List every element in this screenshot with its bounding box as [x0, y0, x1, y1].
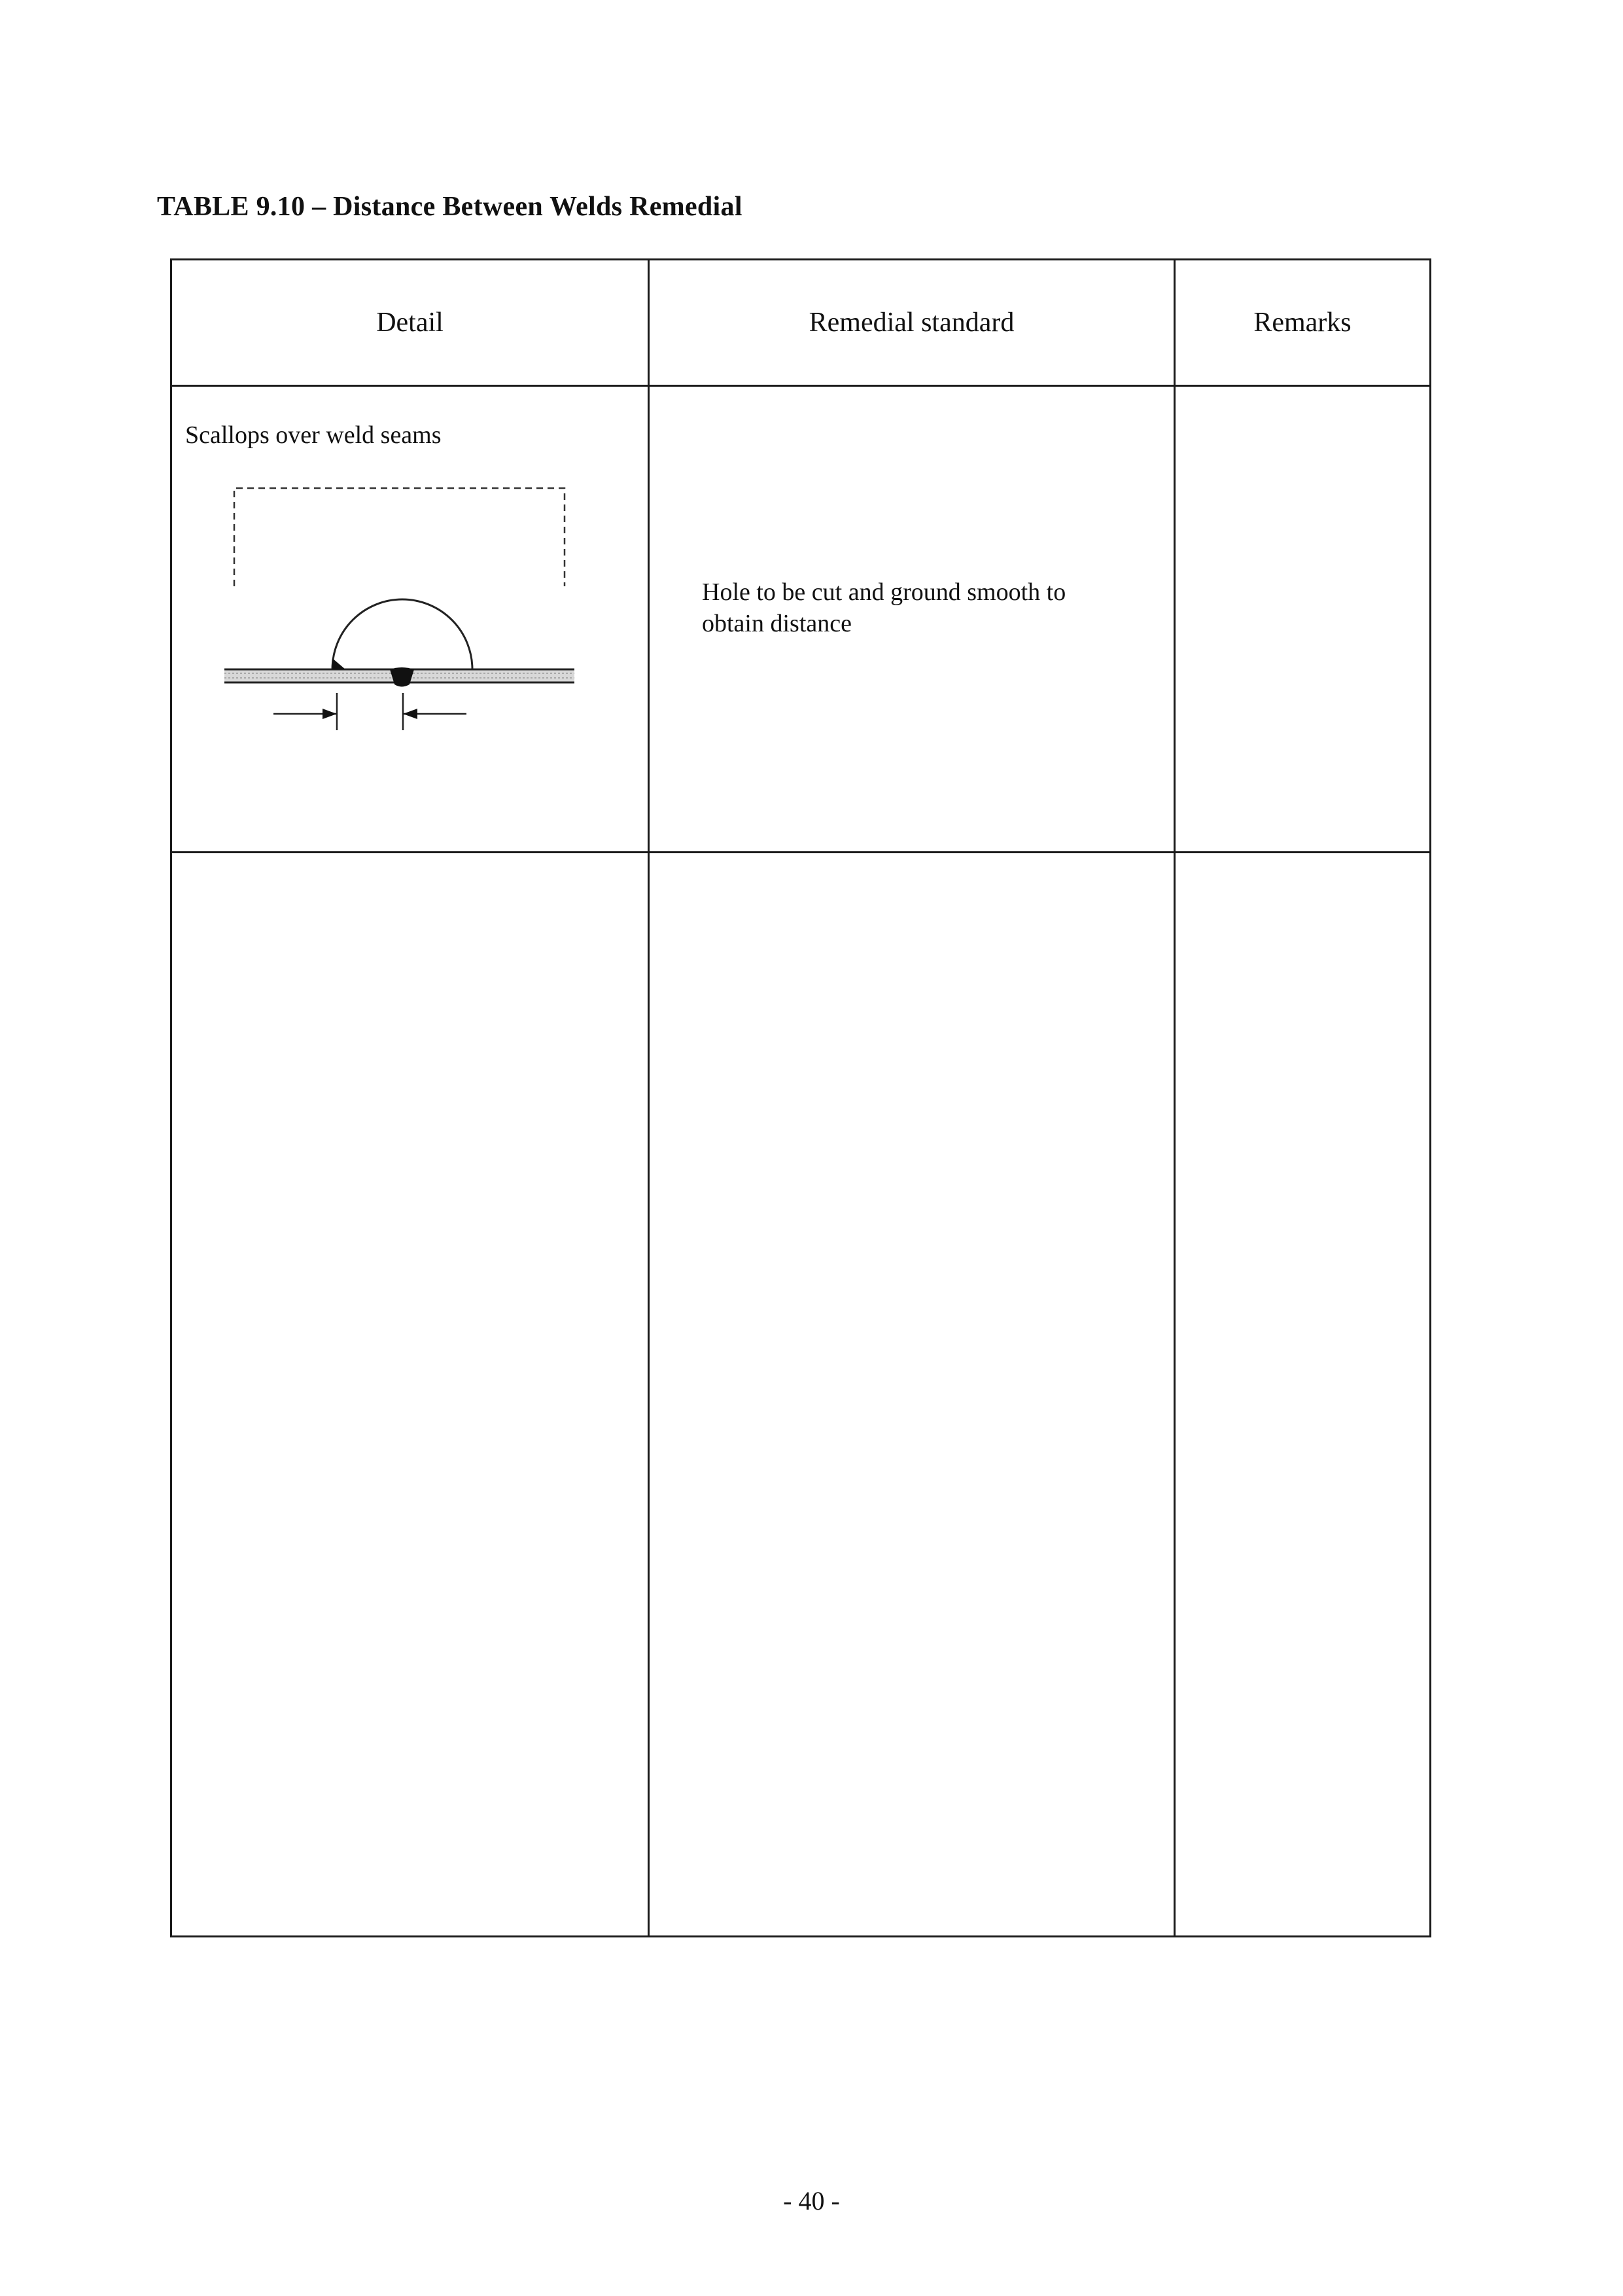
page-number: - 40 -: [783, 2186, 840, 2216]
remarks-cell: [1175, 853, 1431, 1937]
remarks-cell: [1175, 386, 1431, 853]
table-row: [171, 386, 1431, 853]
detail-cell: [171, 386, 649, 853]
header-remarks: Remarks: [1175, 260, 1431, 386]
table-title: TABLE 9.10 – Distance Between Welds Remedial: [157, 192, 742, 222]
header-detail: Detail: [171, 260, 649, 386]
header-remedial-standard: Remedial standard: [649, 260, 1175, 386]
detail-text: Scallops over weld seams: [185, 421, 442, 449]
table-row: [171, 853, 1431, 1937]
remedial-cell: [649, 386, 1175, 853]
scallop-weld-diagram: [224, 485, 591, 760]
detail-cell: [171, 853, 649, 1937]
table-header-row: [171, 260, 1431, 386]
remedial-table: [170, 258, 1431, 1937]
remedial-cell: [649, 853, 1175, 1937]
remedial-text: Hole to be cut and ground smooth to obtain distance: [702, 578, 1066, 637]
